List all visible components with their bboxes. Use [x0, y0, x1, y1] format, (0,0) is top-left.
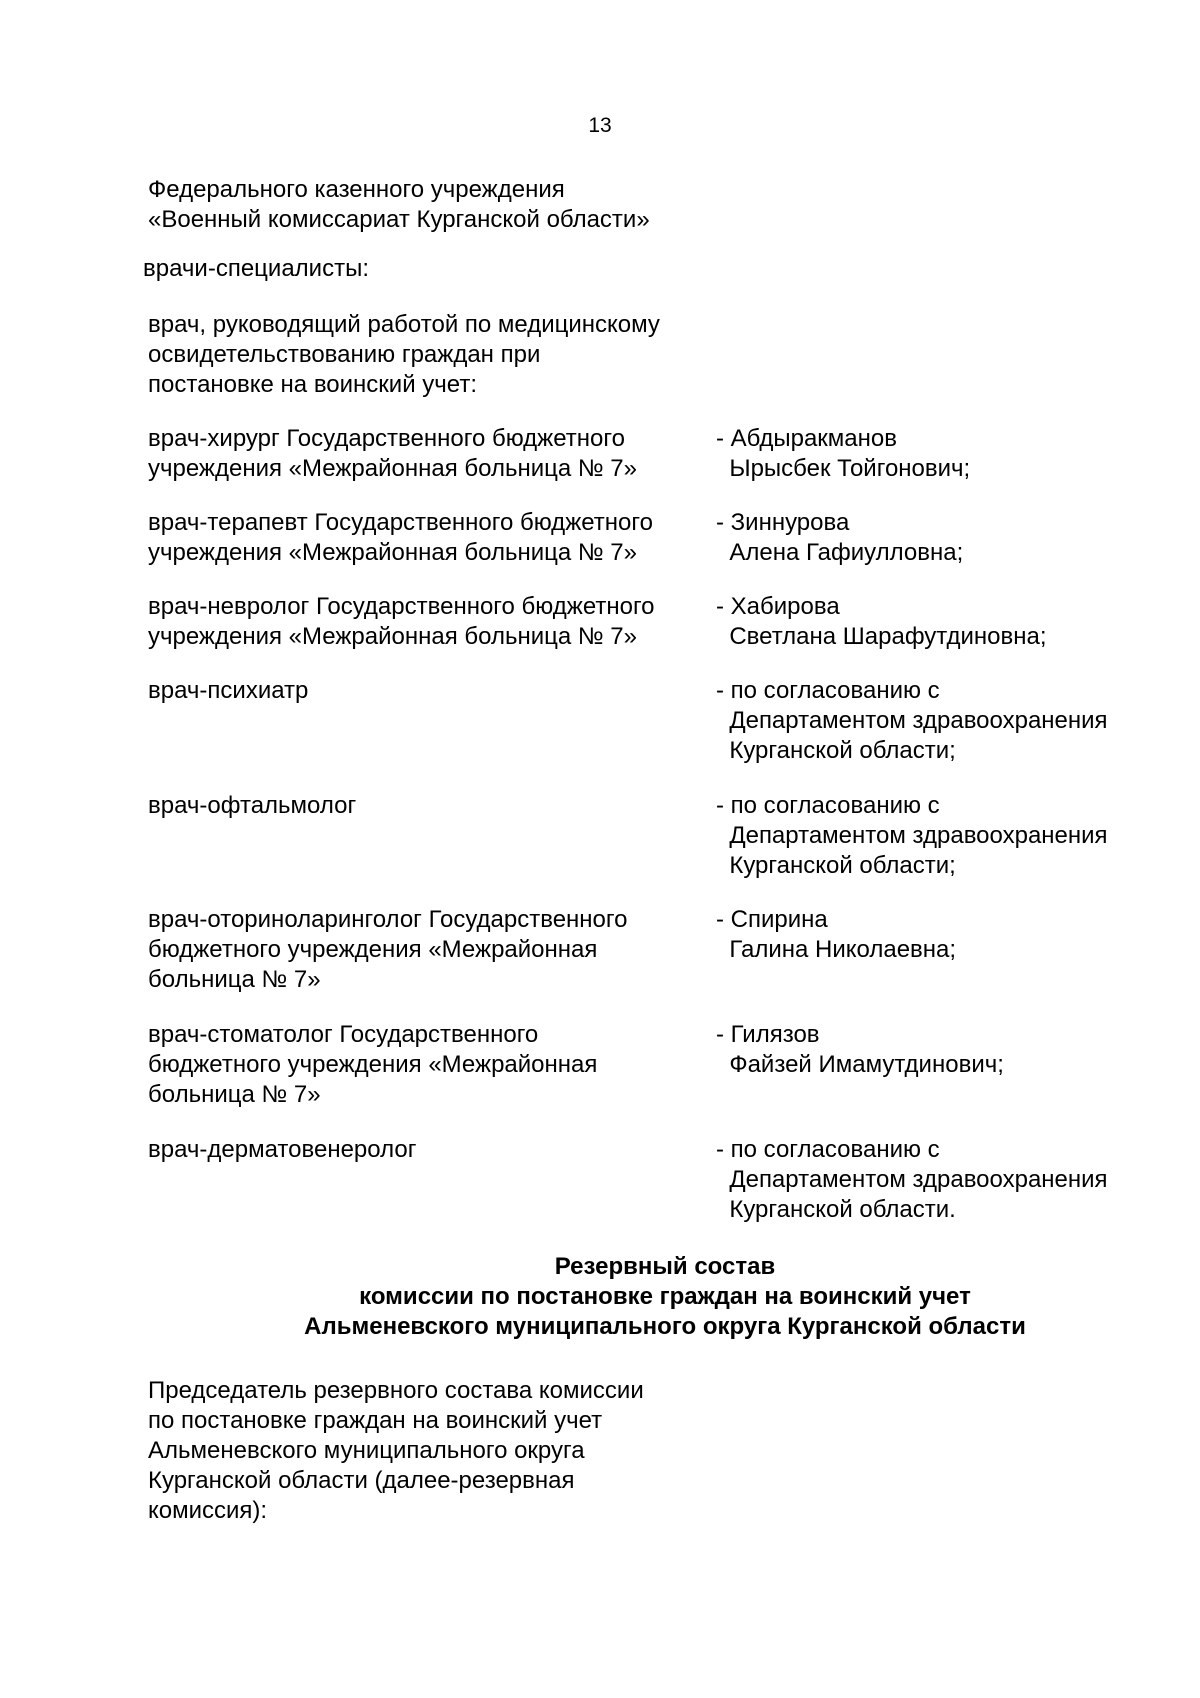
- member-role: [148, 424, 708, 484]
- member-person: [716, 424, 1156, 484]
- heading-line: Резервный состав: [554, 1253, 776, 1280]
- role-line: врач-хирург Государственного бюджетного: [148, 425, 625, 452]
- person-line: - по согласованию с: [716, 1136, 940, 1163]
- role-line: бюджетного учреждения «Межрайонная: [148, 936, 598, 963]
- member-person: [716, 592, 1156, 652]
- specialists-label-text: врачи-специалисты:: [143, 255, 369, 282]
- page-number: 13: [588, 114, 612, 137]
- person-line: - Хабирова: [716, 593, 840, 620]
- person-line: - Спирина: [716, 906, 828, 933]
- person-line: Департаментом здравоохранения: [716, 1166, 1108, 1193]
- reserve-chair-line: комиссия):: [148, 1497, 268, 1524]
- person-line: - Гилязов: [716, 1021, 820, 1048]
- member-role: [148, 676, 708, 706]
- role-line: учреждения «Межрайонная больница № 7»: [148, 455, 637, 482]
- role-line: врач-невролог Государственного бюджетного: [148, 593, 655, 620]
- member-person: [716, 905, 1156, 965]
- member-role: [148, 1135, 708, 1165]
- member-role: [148, 592, 708, 652]
- lead-doctor-line: врач, руководящий работой по медицинскому: [148, 311, 660, 338]
- intro-block: [148, 175, 650, 235]
- person-line: Файзей Имамутдинович;: [716, 1051, 1004, 1078]
- member-person: [716, 1135, 1156, 1225]
- member-person: [716, 508, 1156, 568]
- lead-doctor-line: постановке на воинский учет:: [148, 371, 478, 398]
- role-line: учреждения «Межрайонная больница № 7»: [148, 539, 637, 566]
- member-role: [148, 508, 708, 568]
- role-line: врач-дерматовенеролог: [148, 1136, 417, 1163]
- role-line: больница № 7»: [148, 966, 321, 993]
- person-line: Курганской области.: [716, 1196, 956, 1223]
- member-role: [148, 905, 708, 995]
- member-role: [148, 791, 708, 821]
- person-line: Светлана Шарафутдиновна;: [716, 623, 1047, 650]
- member-role: [148, 1020, 708, 1110]
- person-line: Ырысбек Тойгонович;: [716, 455, 971, 482]
- intro-line: «Военный комиссариат Курганской области»: [148, 206, 650, 233]
- reserve-section-heading: [0, 1252, 1200, 1342]
- heading-line: Альменевского муниципального округа Курганской области: [304, 1313, 1026, 1340]
- role-line: бюджетного учреждения «Межрайонная: [148, 1051, 598, 1078]
- person-line: - Абдыракманов: [716, 425, 897, 452]
- role-line: врач-стоматолог Государственного: [148, 1021, 539, 1048]
- member-person: [716, 676, 1156, 766]
- reserve-chair-block: [148, 1376, 644, 1526]
- person-line: - по согласованию с: [716, 792, 940, 819]
- lead-doctor-line: освидетельствованию граждан при: [148, 341, 541, 368]
- person-line: Галина Николаевна;: [716, 936, 957, 963]
- reserve-chair-line: Председатель резервного состава комиссии: [148, 1377, 644, 1404]
- person-line: Алена Гафиулловна;: [716, 539, 964, 566]
- member-person: [716, 791, 1156, 881]
- heading-line: комиссии по постановке граждан на воинский учет: [359, 1283, 971, 1310]
- role-line: врач-офтальмолог: [148, 792, 357, 819]
- reserve-chair-line: по постановке граждан на воинский учет: [148, 1407, 603, 1434]
- person-line: - Зиннурова: [716, 509, 850, 536]
- role-line: больница № 7»: [148, 1081, 321, 1108]
- lead-doctor-block: [148, 310, 660, 400]
- role-line: врач-оториноларинголог Государственного: [148, 906, 628, 933]
- reserve-chair-line: Курганской области (далее-резервная: [148, 1467, 575, 1494]
- specialists-label: [143, 254, 369, 284]
- person-line: Департаментом здравоохранения: [716, 707, 1108, 734]
- role-line: врач-терапевт Государственного бюджетного: [148, 509, 653, 536]
- person-line: Департаментом здравоохранения: [716, 822, 1108, 849]
- person-line: Курганской области;: [716, 852, 956, 879]
- member-person: [716, 1020, 1156, 1080]
- role-line: учреждения «Межрайонная больница № 7»: [148, 623, 637, 650]
- person-line: Курганской области;: [716, 737, 956, 764]
- person-line: - по согласованию с: [716, 677, 940, 704]
- reserve-chair-line: Альменевского муниципального округа: [148, 1437, 585, 1464]
- intro-line: Федерального казенного учреждения: [148, 176, 565, 203]
- role-line: врач-психиатр: [148, 677, 309, 704]
